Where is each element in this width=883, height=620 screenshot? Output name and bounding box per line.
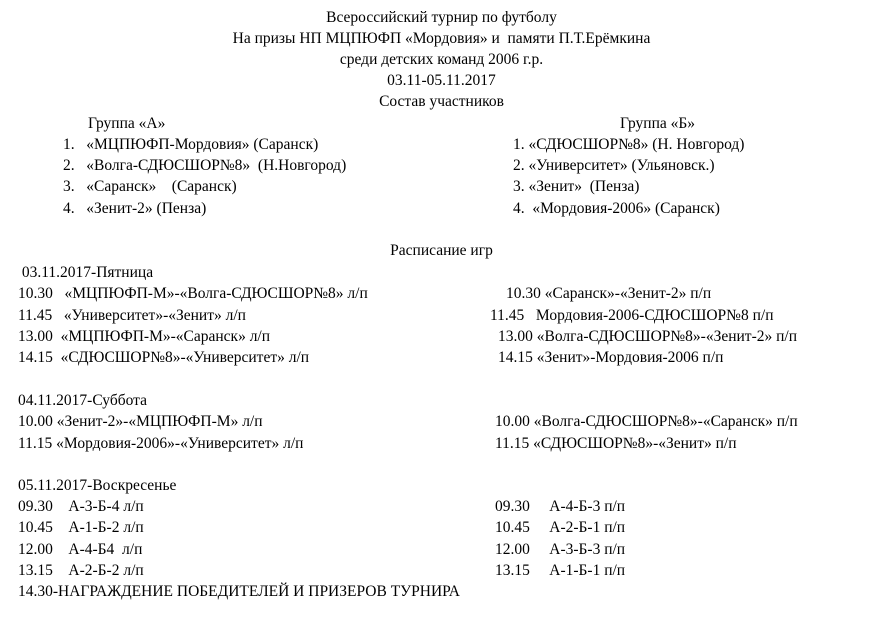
match-right: 10.45 А-2-Б-1 п/п — [495, 519, 626, 536]
match-left: 13.00 «МЦПЮФП-М»-«Саранск» л/п — [18, 328, 271, 345]
group-b-team: 3. «Зенит» (Пенза) — [513, 178, 640, 195]
match-right: 13.00 «Волга-СДЮСШОР№8»-«Зенит-2» п/п — [498, 328, 798, 345]
group-a-team: 3. «Саранск» (Саранск) — [63, 178, 237, 195]
match-right: 10.00 «Волга-СДЮСШОР№8»-«Саранск» п/п — [495, 413, 798, 430]
match-left: 14.15 «СДЮСШОР№8»-«Университет» л/п — [18, 349, 310, 366]
participants-heading: Состав участников — [379, 93, 504, 110]
day-label: 04.11.2017-Суббота — [18, 392, 147, 409]
schedule-heading: Расписание игр — [390, 242, 493, 259]
match-left: 13.15 А-2-Б-2 л/п — [18, 562, 144, 579]
day-label: 03.11.2017-Пятница — [18, 264, 154, 281]
document-title: Всероссийский турнир по футболу — [326, 9, 557, 26]
match-right: 14.15 «Зенит»-Мордовия-2006 п/п — [498, 349, 724, 366]
group-b-team: 2. «Университет» (Ульяновск.) — [513, 157, 715, 174]
match-left: 09.30 А-3-Б-4 л/п — [18, 498, 144, 515]
group-b-heading: Группа «Б» — [620, 115, 696, 132]
match-left: 10.30 «МЦПЮФП-М»-«Волга-СДЮСШОР№8» л/п — [18, 285, 368, 302]
match-right: 10.30 «Саранск»-«Зенит-2» п/п — [506, 285, 712, 302]
group-a-team: 1. «МЦПЮФП-Мордовия» (Саранск) — [63, 136, 319, 153]
tournament-dates: 03.11-05.11.2017 — [387, 72, 496, 89]
group-a-team: 4. «Зенит-2» (Пенза) — [63, 200, 207, 217]
match-right: 12.00 А-3-Б-3 п/п — [495, 541, 626, 558]
group-a-team: 2. «Волга-СДЮСШОР№8» (Н.Новгород) — [63, 157, 347, 174]
group-a-heading: Группа «А» — [88, 115, 166, 132]
match-left: 12.00 А-4-Б4 л/п — [18, 541, 143, 558]
group-b-team: 4. «Мордовия-2006» (Саранск) — [513, 200, 720, 217]
match-left: 10.45 А-1-Б-2 л/п — [18, 519, 144, 536]
match-right: 09.30 А-4-Б-3 п/п — [495, 498, 626, 515]
awards-ceremony-line: 14.30-НАГРАЖДЕНИЕ ПОБЕДИТЕЛЕЙ И ПРИЗЕРОВ ТУРНИРА — [18, 583, 460, 600]
match-left: 11.45 «Университет»-«Зенит» л/п — [18, 307, 246, 324]
audience-line: среди детских команд 2006 г.р. — [339, 51, 544, 68]
day-label: 05.11.2017-Воскресенье — [18, 477, 177, 494]
match-right: 11.15 «СДЮСШОР№8»-«Зенит» п/п — [495, 435, 737, 452]
match-left: 11.15 «Мордовия-2006»-«Университет» л/п — [18, 435, 304, 452]
match-right: 11.45 Мордовия-2006-СДЮСШОР№8 п/п — [490, 307, 774, 324]
match-left: 10.00 «Зенит-2»-«МЦПЮФП-М» л/п — [18, 413, 263, 430]
match-right: 13.15 А-1-Б-1 п/п — [495, 562, 626, 579]
document-subtitle: На призы НП МЦПЮФП «Мордовия» и памяти П.Т.Ерёмкина — [232, 30, 651, 47]
group-b-team: 1. «СДЮСШОР№8» (Н. Новгород) — [513, 136, 745, 153]
